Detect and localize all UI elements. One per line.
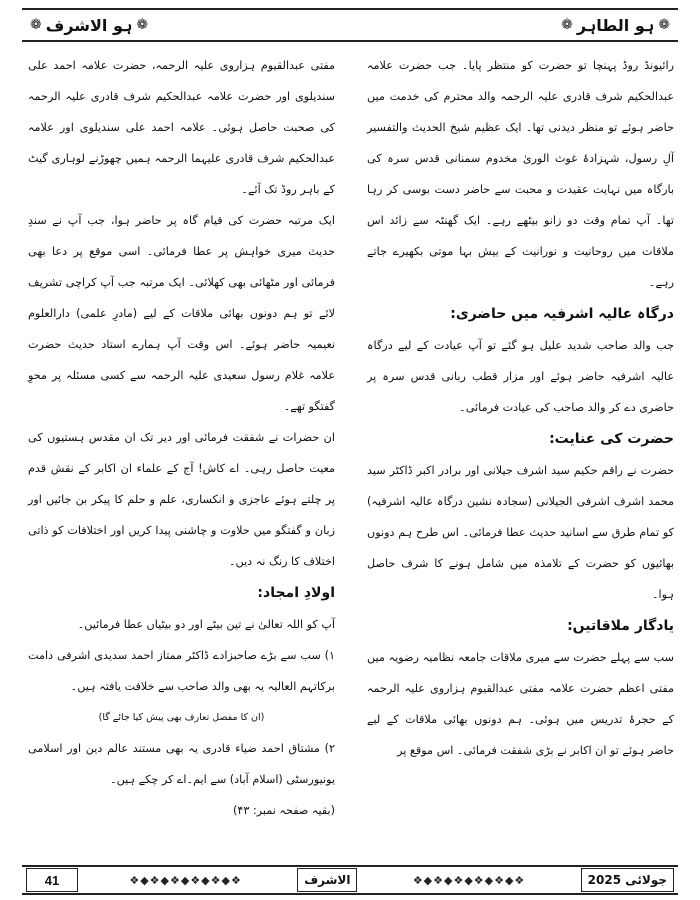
section-heading: یادگار ملاقاتیں:	[567, 618, 674, 634]
header-left-text: ہو الاشرف	[45, 15, 133, 35]
right-column	[367, 50, 674, 855]
paragraph: جب والد صاحب شدید علیل ہو گئے تو آپ عیادت کے لیے درگاہ عالیہ اشرفیہ حاضر ہوئے اور مزار قطب ربانی قدس سرہ پر حاضری دے کر والد صاحب کی عیادت فرمائی۔	[367, 339, 674, 414]
paragraph: آپ کو اللہ تعالیٰ نے تین بیٹے اور دو بیٹیاں عطا فرمائیں۔	[77, 618, 335, 631]
header-left-title	[22, 16, 156, 35]
issue-year: 2025	[587, 873, 622, 887]
ornament-icon: ❁	[30, 17, 42, 33]
paragraph: ۲) مشتاق احمد ضیاء قادری یہ بھی مستند عالم دین اور اسلامی یونیورسٹی (اسلام آباد) سے ایم۔اے کر چکے ہیں۔	[28, 742, 335, 786]
section-heading: درگاہ عالیہ اشرفیہ میں حاضری:	[450, 306, 674, 322]
footnote: (ان کا مفصل تعارف بھی پیش کیا جائے گا)	[98, 712, 265, 723]
paragraph: حضرت نے راقم حکیم سید اشرف جیلانی اور برادر اکبر ڈاکٹر سید محمد اشرف اشرفی الجیلانی (سجادہ نشین درگاہ عالیہ اشرفیہ) کو تمام طرق سے اسانید حدیث عطا فرمائی۔ اس طرح ہم دونوں بھائیوں کو حضرت کے تلامذہ میں شامل ہونے کا شرف حاصل ہوا۔	[367, 464, 674, 601]
ornament-icon: ❁	[561, 17, 573, 33]
page-header	[22, 8, 678, 42]
article-body	[28, 50, 674, 855]
paragraph: مفتی عبدالقیوم ہزاروی علیہ الرحمہ، حضرت علامہ احمد علی سندیلوی اور حضرت علامہ عبدالحکیم شرف قادری علیہ الرحمہ کی صحبت حاصل ہوئی۔ علامہ احمد علی سندیلوی اور علامہ عبدالحکیم شرف قادری علیہما الرحمہ ہمیں چھوڑنے لوہاری گیٹ کے باہر روڈ تک آئے۔	[28, 59, 335, 196]
ornament-icon: ❁	[136, 17, 149, 33]
issue-month: جولائی	[625, 873, 667, 887]
paragraph: سب سے پہلے حضرت سے میری ملاقات جامعہ نظامیہ رضویہ میں مفتی اعظم حضرت علامہ مفتی عبدالقیوم ہزاروی علیہ الرحمہ کے حجرۂ تدریس میں ہوئی۔ ہم دونوں بھائی ملاقات کے لیے حاضر ہوئے تو ان اکابر نے بڑی شفقت فرمائی۔ اس موقع پر	[367, 651, 674, 757]
section-heading: اولادِ امجاد:	[257, 585, 335, 601]
left-column	[28, 50, 335, 855]
ornament-icon: ❁	[658, 17, 670, 33]
header-right-title	[553, 16, 678, 35]
magazine-name: الاشرف	[297, 868, 357, 892]
footer-ornament: ❖◆❖◆❖◆❖◆❖◆❖	[412, 873, 526, 887]
section-heading: حضرت کی عنایت:	[549, 431, 674, 447]
paragraph: ۱) سب سے بڑے صاحبزادے ڈاکٹر ممتاز احمد سدیدی اشرفی دامت برکاتہم العالیہ یہ بھی والد صاحب سے خلافت یافتہ ہیں۔	[28, 649, 335, 693]
paragraph: ان حضرات نے شفقت فرمائی اور دیر تک ان مقدس ہستیوں کی معیت حاصل رہی۔ اے کاش! آج کے علماء ان اکابر کے نقش قدم پر چلتے ہوئے عاجزی و انکساری، علم و حلم کا پیکر بن جائیں اور زبان و گفتگو میں حلاوت و چاشنی پیدا کریں اور اختلافات کو ذاتی اختلاف کا رنگ نہ دیں۔	[28, 431, 335, 568]
issue-date	[581, 868, 674, 892]
paragraph: ایک مرتبہ حضرت کی قیام گاہ پر حاضر ہوا، جب آپ نے سندِ حدیث میری خواہش پر عطا فرمائی۔ اسی موقع پر دعا بھی فرمائی اور مٹھائی بھی کھلائی۔ ایک مرتبہ جب آپ کراچی تشریف لائے تو ہم دونوں بھائی ملاقات کے لیے (مادرِ علمی) دارالعلوم نعیمیہ حاضر ہوئے۔ اس وقت آپ ہمارے استاد حدیث حضرت علامہ غلام رسول سعیدی علیہ الرحمہ سے کسی مسئلہ پر محوِ گفتگو تھے۔	[28, 214, 335, 413]
continued-note: (بقیہ صفحہ نمبر: ۴۳)	[233, 804, 335, 817]
page-footer	[22, 865, 678, 895]
footer-ornament: ❖◆❖◆❖◆❖◆❖◆❖	[129, 873, 242, 887]
page-number: 41	[26, 868, 78, 892]
header-right-text: ہو الطاہر	[576, 15, 655, 35]
paragraph: رائیونڈ روڈ پہنچا تو حضرت کو منتظر پایا۔ جب حضرت علامہ عبدالحکیم شرف قادری علیہ الرحمہ والد محترم کی خدمت میں حاضر ہوئے تو منظر دیدنی تھا۔ ایک عظیم شیخ الحدیث والتفسیر آلِ رسول، شہزادۂ غوث الوریٰ مخدوم سمنانی قدس سرہ کی بارگاہ میں نہایت عقیدت و محبت سے حاضر دست بوسی کر رہا تھا۔ آپ تمام وقت دو زانو بیٹھے رہے۔ ایک گھنٹہ سے زائد اس ملاقات میں روحانیت و نورانیت کے بیش بہا موتی بکھیرے جاتے رہے۔	[367, 59, 674, 289]
